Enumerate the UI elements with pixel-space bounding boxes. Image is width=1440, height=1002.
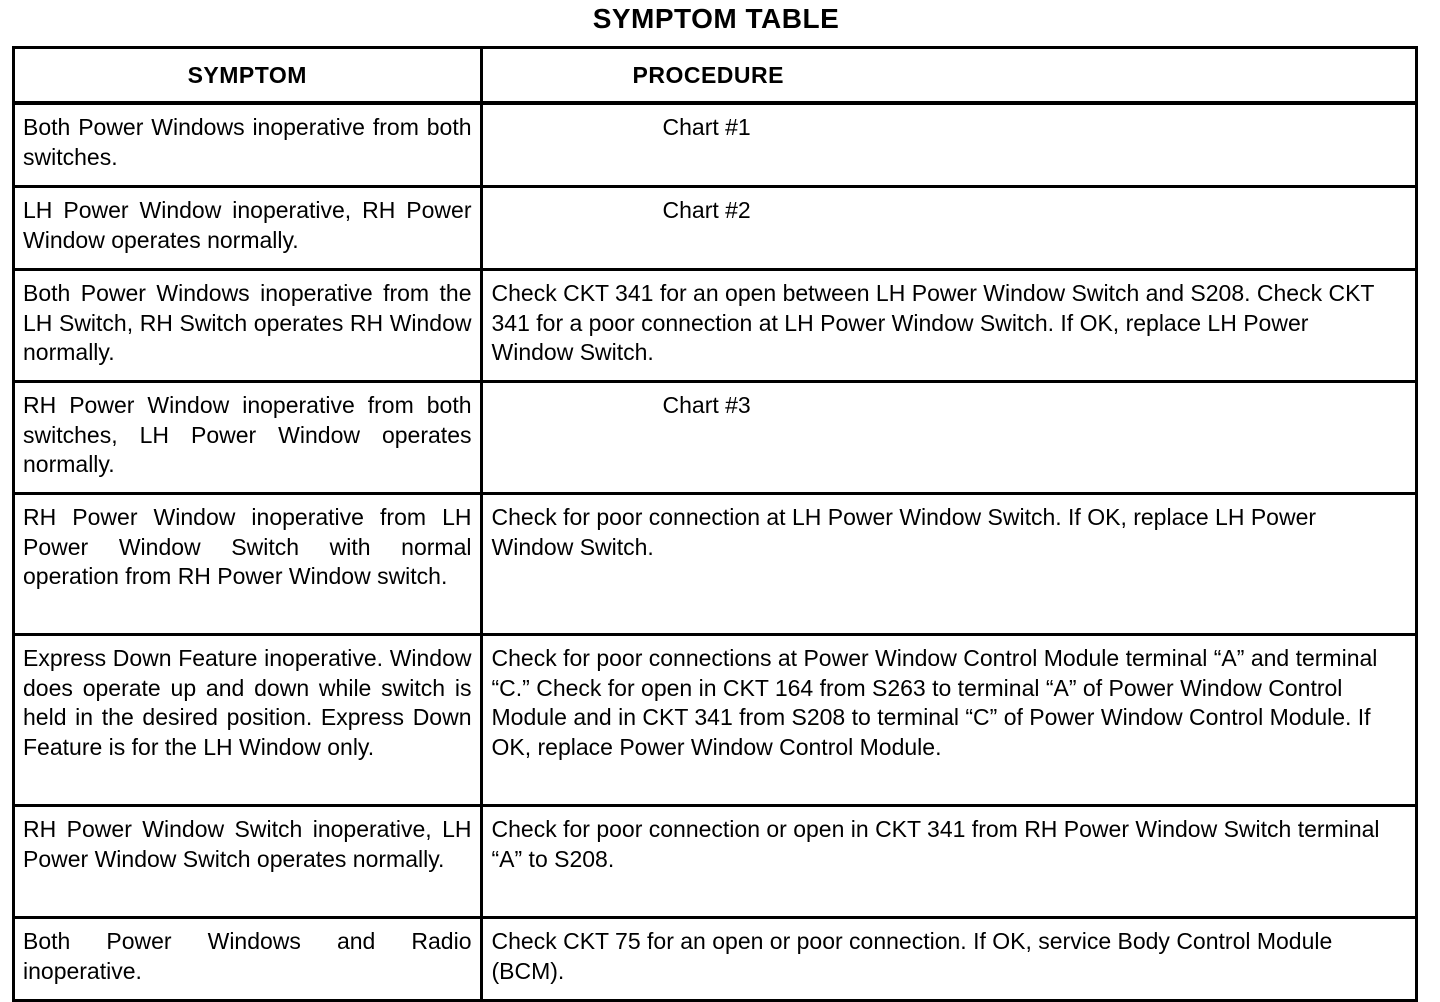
- procedure-cell: Check CKT 75 for an open or poor connection. If OK, service Body Control Module (BCM).: [491, 928, 1333, 984]
- procedure-cell: Check CKT 341 for an open between LH Power Window Switch and S208. Check CKT 341 for a poor connection at LH Power Window Switch. If OK, replace LH Power Window Switch.: [481, 270, 1415, 382]
- column-header-symptom: SYMPTOM: [15, 49, 481, 103]
- procedure-cell: Chart #2: [481, 187, 1415, 270]
- symptom-cell: RH Power Window inoperative from LH Power Window Switch with normal operation from RH Power Window switch.: [15, 494, 481, 635]
- symptom-table-frame: [12, 46, 1418, 1002]
- table-row: [15, 494, 1415, 635]
- table-row: [15, 635, 1415, 806]
- table-row: [15, 806, 1415, 918]
- page-title: SYMPTOM TABLE: [592, 3, 840, 34]
- procedure-cell: Check for poor connections at Power Window Control Module terminal “A” and terminal “C.” Check for open in CKT 164 from S263 to terminal “A” of Power Window Control Module and in CKT 341 from S208 to terminal “C” of Power Window Control Module. If OK, replace Power Window Control Module.: [481, 635, 1415, 806]
- procedure-cell: Chart #1: [481, 103, 1415, 187]
- table-row: [15, 918, 1415, 1000]
- table-row: [15, 382, 1415, 494]
- table-row: [15, 187, 1415, 270]
- symptom-cell: RH Power Window Switch inoperative, LH Power Window Switch operates normally.: [15, 806, 481, 918]
- symptom-cell: Both Power Windows inoperative from both switches.: [15, 103, 481, 187]
- symptom-cell: Express Down Feature inoperative. Window does operate up and down while switch is held in the desired position. Express Down Feature is for the LH Window only.: [15, 635, 481, 806]
- symptom-cell: Both Power Windows and Radio inoperative.: [15, 918, 481, 1000]
- table-header-row: [15, 49, 1415, 103]
- procedure-cell: Check for poor connection at LH Power Window Switch. If OK, replace LH Power Window Switch.: [481, 494, 1415, 635]
- table-row: [15, 270, 1415, 382]
- column-header-procedure: PROCEDURE: [481, 49, 1415, 103]
- symptom-cell: Both Power Windows inoperative from the LH Switch, RH Switch operates RH Window normally.: [15, 270, 481, 382]
- symptom-cell: LH Power Window inoperative, RH Power Window operates normally.: [15, 187, 481, 270]
- symptom-table: [15, 49, 1415, 999]
- table-row: [15, 103, 1415, 187]
- procedure-cell: Check for poor connection or open in CKT 341 from RH Power Window Switch terminal “A” to S208.: [481, 806, 1415, 918]
- procedure-cell: Chart #3: [481, 382, 1415, 494]
- symptom-cell: RH Power Window inoperative from both switches, LH Power Window operates normally.: [15, 382, 481, 494]
